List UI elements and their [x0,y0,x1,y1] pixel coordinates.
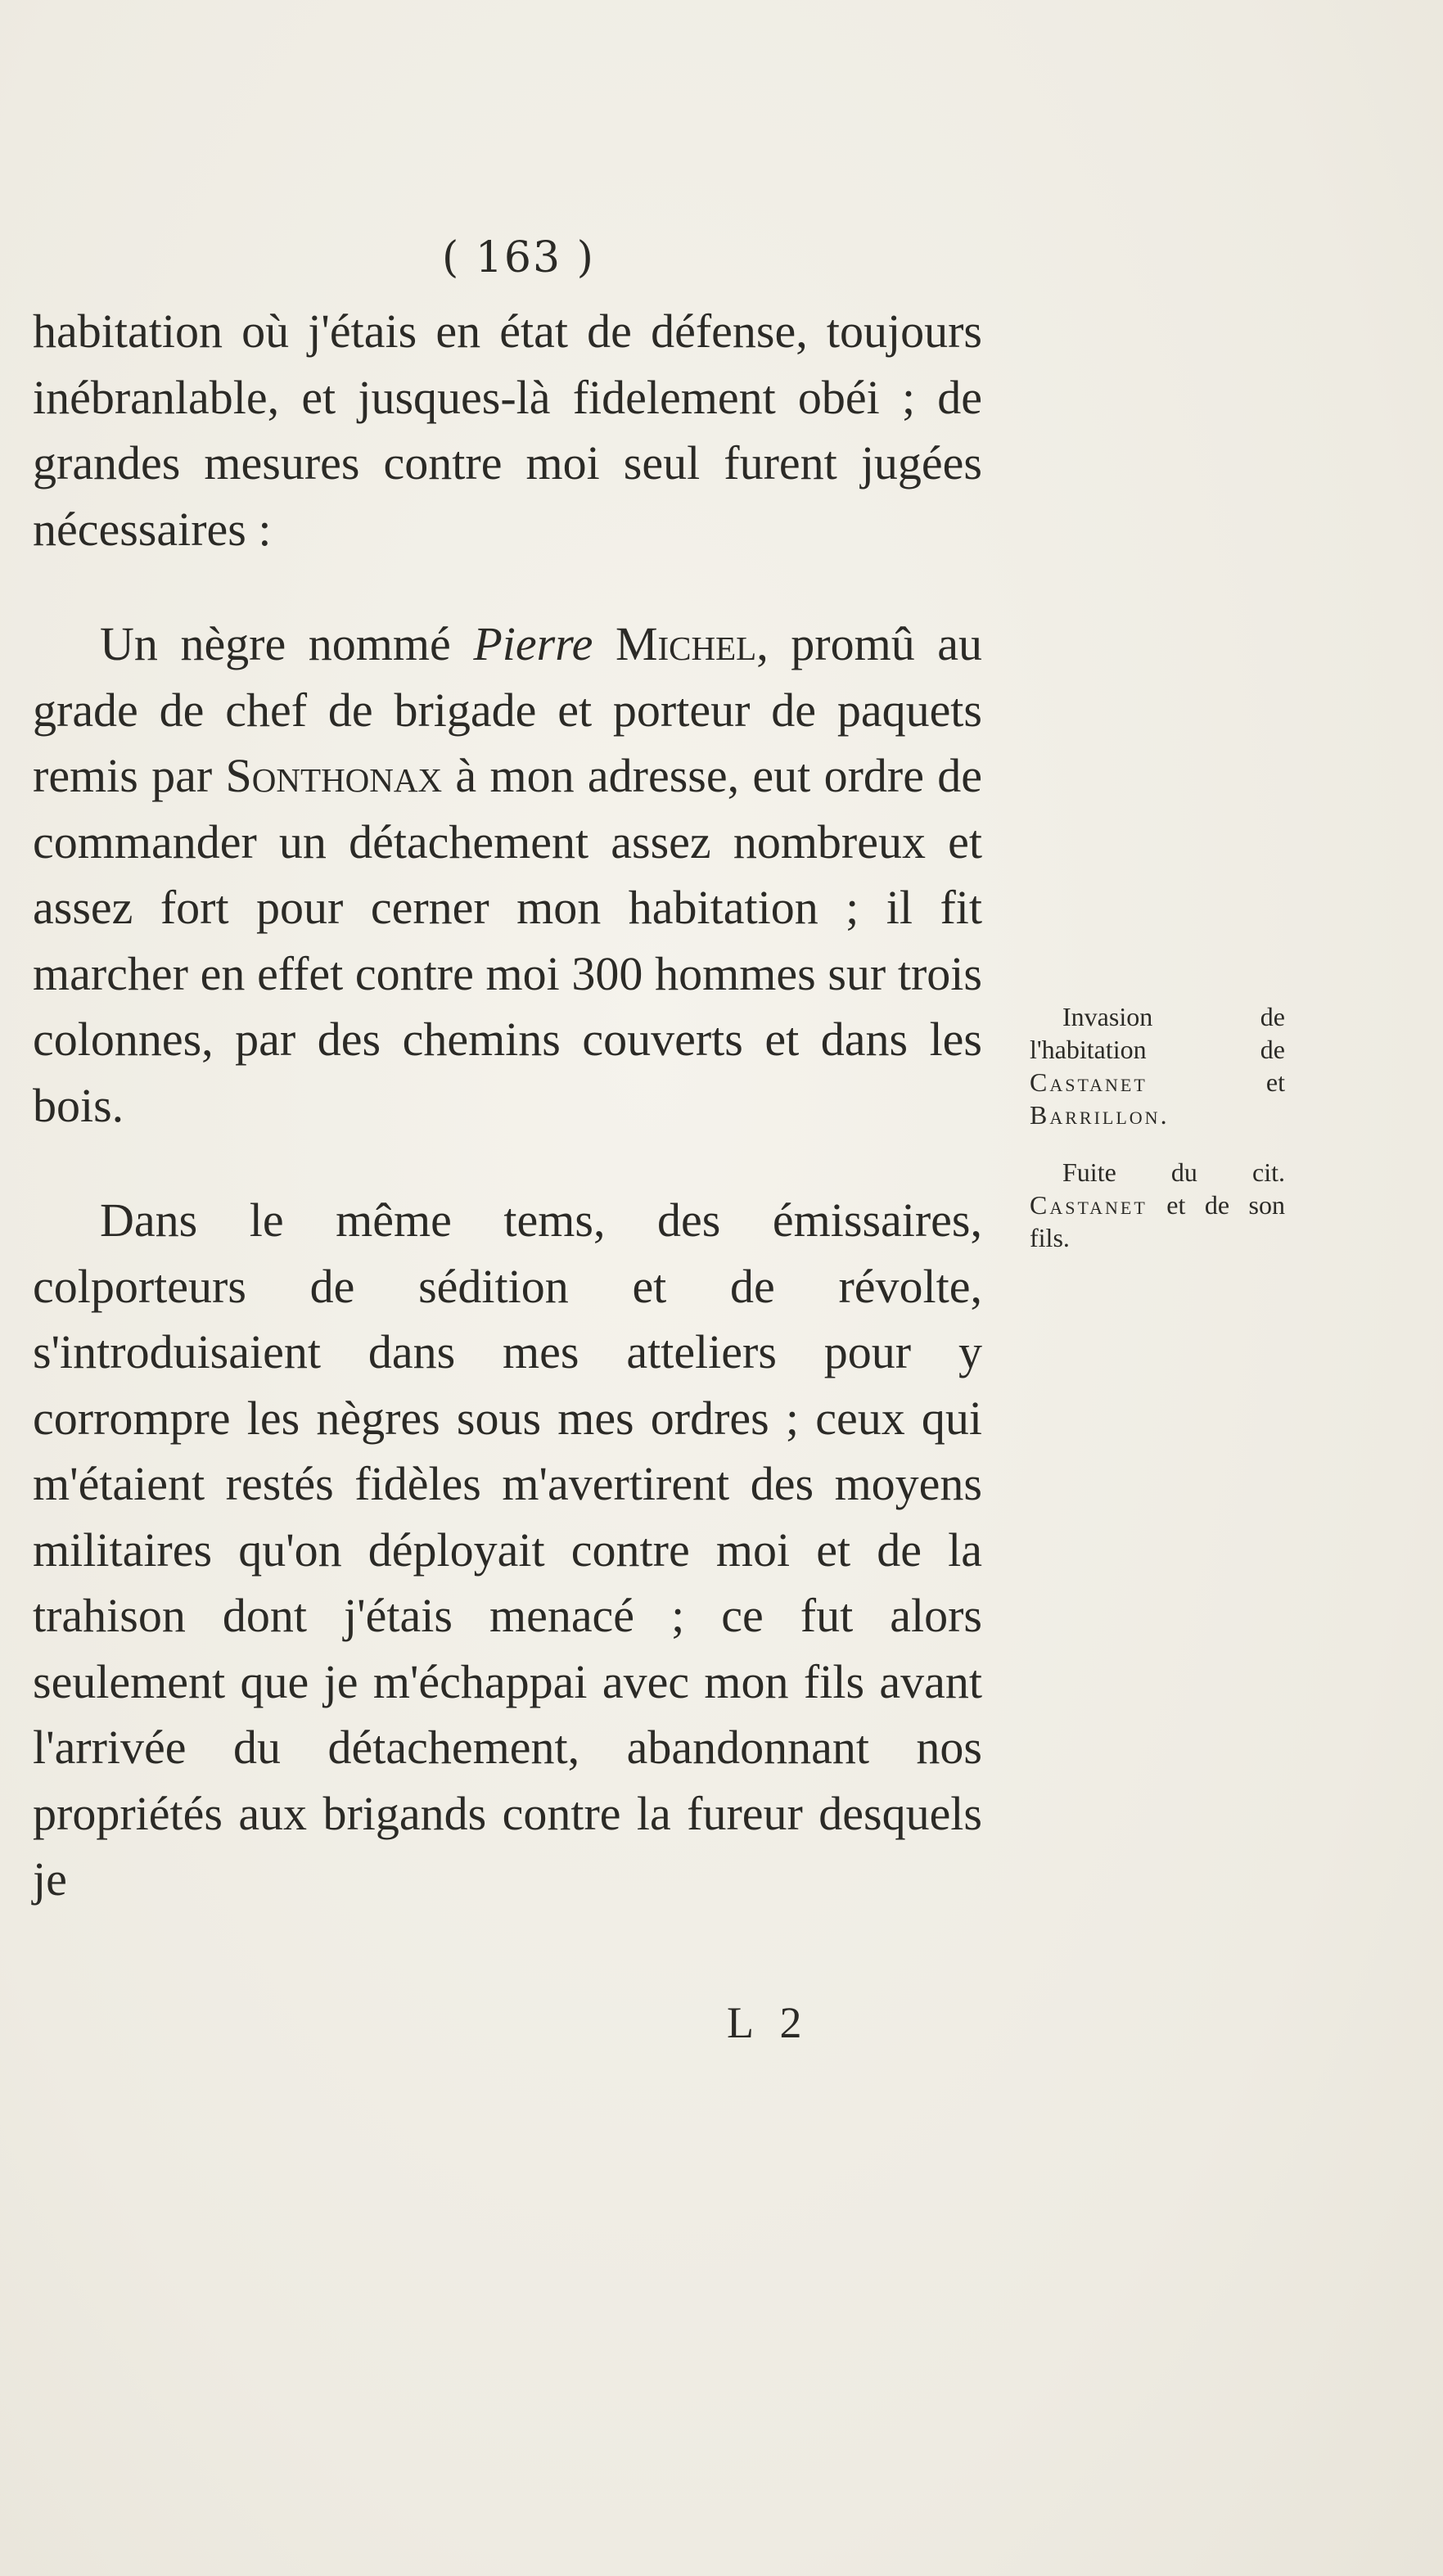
paragraph-text-segment: Sonthonax [225,749,443,802]
paragraph-text-segment: , promû au grade de chef de brigade et porteur de paquets remis par [33,617,983,802]
margin-note-text-segment: Castanet [1030,1190,1148,1220]
margin-note-invasion [1030,1000,1285,1131]
margin-note-text-segment: Fuite du cit. [1062,1157,1285,1187]
paragraph-text-segment: Dans le même tems, des émissaires, colporteurs de sédition et de révolte, s'introduisaient dans mes atteliers pour y corrompre les nègres sous mes ordres ; ceux qui m'étaient restés fidèles m'avertirent des moyens militaires qu'on déployait contre moi et de la trahison dont j'étais menacé ; ce fut alors seulement que je m'échappai avec mon fils avant l'arrivée du détachement, abandonnant nos propriétés aux brigands contre la fureur desquels je [33,1193,982,1906]
paragraph-text-segment: habitation où j'étais en état de défense, toujours inébranlable, et jusques-là fidelement obéi ; de grandes mesures contre moi seul furent jugées nécessaires : [33,305,982,556]
paragraph-text-segment: Pierre [473,617,593,670]
margin-note-text-segment: Invasion de l'habitation de [1030,1002,1285,1064]
page-number: ( 163 ) [442,233,595,282]
margin-note-text-segment: Castanet [1030,1067,1148,1097]
paragraph-2 [33,611,982,1139]
paragraph-text-segment: à mon adresse, eut ordre de commander un détachement assez nombreux et assez fort pour cerner mon habitation ; il fit marcher en effet contre moi 300 hommes sur trois colonnes, par des chemins couverts et dans les bois. [33,749,982,1132]
paragraph-1 [33,299,982,562]
signature-mark: L 2 [727,1998,810,2047]
main-text-block [33,299,982,1913]
margin-note-text-segment: et de son fils. [1030,1190,1285,1252]
paragraph-3 [33,1188,982,1913]
margin-note-text-segment: Barrillon [1030,1100,1161,1130]
paragraph-text-segment [593,617,616,670]
margin-note-text-segment: et [1147,1067,1285,1097]
margin-note-text-segment: . [1160,1100,1167,1130]
paragraph-text-segment: Un nègre nommé [100,617,474,670]
margin-note-flight [1030,1156,1285,1254]
paragraph-text-segment: Michel [615,617,757,670]
margin-notes [1030,1000,1285,1279]
